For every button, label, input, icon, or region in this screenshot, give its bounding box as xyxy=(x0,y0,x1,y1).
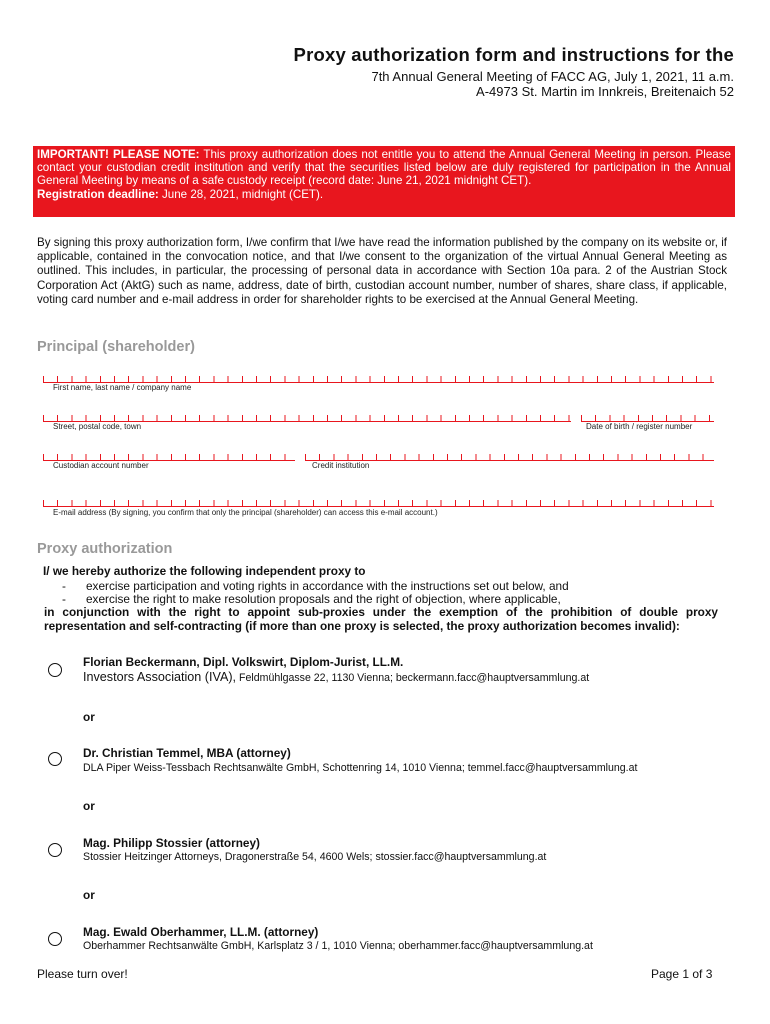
proxy-name-temmel: Dr. Christian Temmel, MBA (attorney) xyxy=(83,746,291,760)
proxy-detail-beckermann: Investors Association (IVA), Feldmühlgasse 22, 1130 Vienna; beckermann.facc@hauptversammlung.at xyxy=(83,670,590,684)
proxy-name-beckermann: Florian Beckermann, Dipl. Volkswirt, Diplom-Jurist, LL.M. xyxy=(83,655,404,669)
proxy-detail-oberhammer: Oberhammer Rechtsanwälte GmbH, Karlsplatz 3 / 1, 1010 Vienna; oberhammer.facc@hauptversammlung.at xyxy=(83,940,593,952)
important-text: This proxy authorization does not entitle you to attend the Annual General Meeting in person. Please contact your custodian credit institution and verify that the securities listed below are duly registered for participation in the Annual General Meeting by means of a safe custody receipt (record date: June 21, 2021 midnight CET). xyxy=(37,148,731,188)
turn-over-note: Please turn over! xyxy=(37,967,128,981)
bullet-marker: - xyxy=(62,579,66,593)
custodian-account-label: Custodian account number xyxy=(53,461,149,470)
proxy-heading: Proxy authorization xyxy=(37,541,173,557)
proxy-option-radio-stossier[interactable] xyxy=(48,843,62,857)
name-field-label: First name, last name / company name xyxy=(53,383,192,392)
page-number: Page 1 of 3 xyxy=(651,967,713,981)
email-field[interactable] xyxy=(43,498,714,507)
or-separator: or xyxy=(83,799,95,813)
proxy-option-radio-temmel[interactable] xyxy=(48,752,62,766)
proxy-conjunction: in conjunction with the right to appoint sub-proxies under the exemption of the prohibition of double proxy representation and self-contracting (if more than one proxy is selected, the proxy authorization becomes invalid): xyxy=(44,605,718,634)
proxy-bullet: - exercise participation and voting rights in accordance with the instructions set out below, and xyxy=(62,579,569,593)
important-notice xyxy=(33,146,735,217)
dob-field[interactable] xyxy=(581,413,714,422)
credit-institution-field[interactable] xyxy=(305,452,714,461)
consent-paragraph: By signing this proxy authorization form, I/we confirm that I/we have read the information published by the company on its website or, if applicable, contained in the convocation notice, and that I/we consent to the organization of the virtual Annual General Meeting as outlined. This includes, in particular, the processing of personal data in accordance with Section 10a para. 2 of the Austrian Stock Corporation Act (AktG) such as name, address, date of birth, custodian account number, number of shares, share class, if applicable, voting card number and e-mail address in order for shareholder rights to be exercised at the Annual General Meeting. xyxy=(37,236,727,306)
email-field-label: E-mail address (By signing, you confirm that only the principal (shareholder) can access this e-mail account.) xyxy=(53,508,438,517)
proxy-name-stossier: Mag. Philipp Stossier (attorney) xyxy=(83,836,260,850)
principal-heading: Principal (shareholder) xyxy=(37,339,195,355)
dob-field-label: Date of birth / register number xyxy=(586,422,693,431)
or-separator: or xyxy=(83,888,95,902)
proxy-lead: I/ we hereby authorize the following independent proxy to xyxy=(43,564,366,578)
proxy-detail-stossier: Stossier Heitzinger Attorneys, Dragonerstraße 54, 4600 Wels; stossier.facc@hauptversammlung.at xyxy=(83,851,547,863)
name-field[interactable] xyxy=(43,374,714,383)
proxy-option-radio-oberhammer[interactable] xyxy=(48,932,62,946)
meeting-line: 7th Annual General Meeting of FACC AG, July 1, 2021, 11 a.m. xyxy=(371,69,734,84)
proxy-detail-temmel: DLA Piper Weiss-Tessbach Rechtsanwälte GmbH, Schottenring 14, 1010 Vienna; temmel.facc@hauptversammlung.at xyxy=(83,762,638,774)
street-field[interactable] xyxy=(43,413,571,422)
bullet-marker: - xyxy=(62,592,66,606)
custodian-account-field[interactable] xyxy=(43,452,295,461)
proxy-option-radio-beckermann[interactable] xyxy=(48,663,62,677)
proxy-name-oberhammer: Mag. Ewald Oberhammer, LL.M. (attorney) xyxy=(83,925,319,939)
credit-institution-label: Credit institution xyxy=(312,461,370,470)
deadline-text: June 28, 2021, midnight (CET). xyxy=(158,187,324,201)
meeting-address: A-4973 St. Martin im Innkreis, Breitenaich 52 xyxy=(476,84,734,99)
proxy-org: Investors Association (IVA), xyxy=(83,670,237,684)
form-title: Proxy authorization form and instructions for the xyxy=(293,44,734,65)
proxy-bullet: - exercise the right to make resolution proposals and the right of objection, where applicable, xyxy=(62,592,561,606)
or-separator: or xyxy=(83,710,95,724)
deadline-label: Registration deadline: xyxy=(37,187,159,201)
important-label: IMPORTANT! PLEASE NOTE: xyxy=(37,148,200,161)
street-field-label: Street, postal code, town xyxy=(53,422,142,431)
